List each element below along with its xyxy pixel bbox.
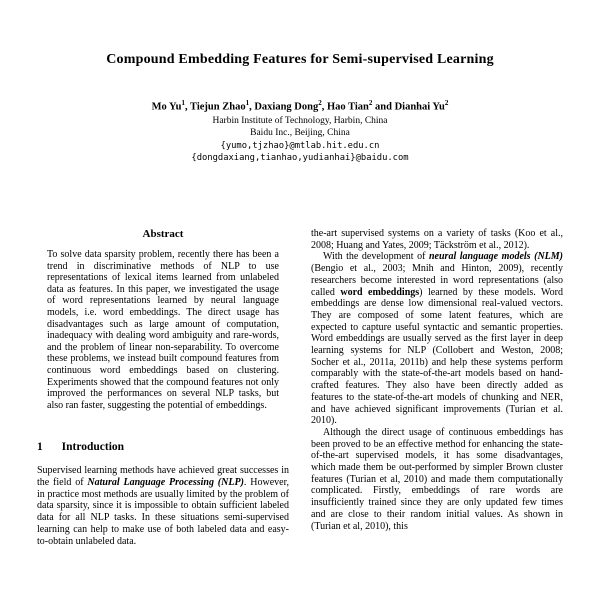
section-title: Introduction (61, 441, 125, 454)
section-heading-introduction (37, 441, 289, 453)
affiliation-harbin: Harbin Institute of Technology, Harbin, China (212, 116, 388, 126)
intro-paragraph: Supervised learning methods have achieved great successes in the field of Natural Language Processing (NLP). However, in practice most methods are usually limited by the problem of data sparsity, since it is impossible to obtain sufficient labeled data for all NLP tasks. In these situations semi-supervised learning can help to make use of both labeled data and easy-to-obtain unlabeled data. (37, 465, 290, 547)
affiliation-baidu: Baidu Inc., Beijing, China (250, 128, 350, 138)
right-paragraph-1: the-art supervised systems on a variety of tasks (Koo et al., 2008; Huang and Yates, 2009; Täckström et al., 2012). (311, 228, 563, 251)
right-column (311, 228, 563, 532)
section-number: 1 (37, 441, 43, 454)
email-line-hit: {yumo,tjzhao}@mtlab.hit.edu.cn (220, 141, 380, 151)
abstract-heading: Abstract (142, 228, 184, 240)
right-paragraph-3: Although the direct usage of continuous embeddings has been proved to be an effective method for enhancing the state-of-the-art supervised models, it has some disadvantages, which made them be out-performed by simpler Brown cluster features (Turian et al, 2010) and made them computationally complicated. Firstly, embeddings of rare words are insufficiently trained since they are only updated few times and are close to their random initial values. As shown in (Turian et al, 2010), this (311, 426, 563, 532)
left-column (37, 228, 289, 547)
email-line-baidu: {dongdaxiang,tianhao,yudianhai}@baidu.com (191, 153, 409, 163)
paper-title: Compound Embedding Features for Semi-supervised Learning (106, 52, 494, 67)
authors-line: Mo Yu$^1$, Tiejun Zhao$^1$, Daxiang Dong$^2$, Hao Tian$^2$ and Dianhai Yu$^2$ (151, 99, 449, 113)
right-paragraph-2: With the development of neural language models (NLM) (Bengio et al., 2003; Mnih and Hinton, 2009), recently researchers become interested in word representations (also called word embeddings) learned by these models. Word embeddings are dense low dimensional real-valued vectors. They are composed of some latent features, which are expected to capture useful syntactic and semantic properties. Word embeddings are usually served as the first layer in deep learning systems for NLP (Collobert and Weston, 2008; Socher et al., 2011a, 2011b) and help these systems perform comparably with the state-of-the-art models based on hand-crafted features. They also have been directly added as features to the state-of-the-art models of chunking and NER, and have achieved significant improvements (Turian et al. 2010). (311, 251, 563, 427)
abstract-text: To solve data sparsity problem, recently there has been a trend in discriminative methods of NLP to use representations of lexical items learned from unlabeled data as features. In this paper, we investigated the usage of word representations learned by neural language models, i.e. word embeddings. The direct usage has disadvantages such as large amount of computation, inadequacy with dealing word ambiguity and rare-words, and the problem of linear non-separability. To overcome these problems, we instead built compound features from continuous word embeddings based on clustering. Experiments showed that the compound features not only improved the performances on several NLP tasks, but also ran faster, suggesting the potential of embeddings. (47, 249, 279, 411)
